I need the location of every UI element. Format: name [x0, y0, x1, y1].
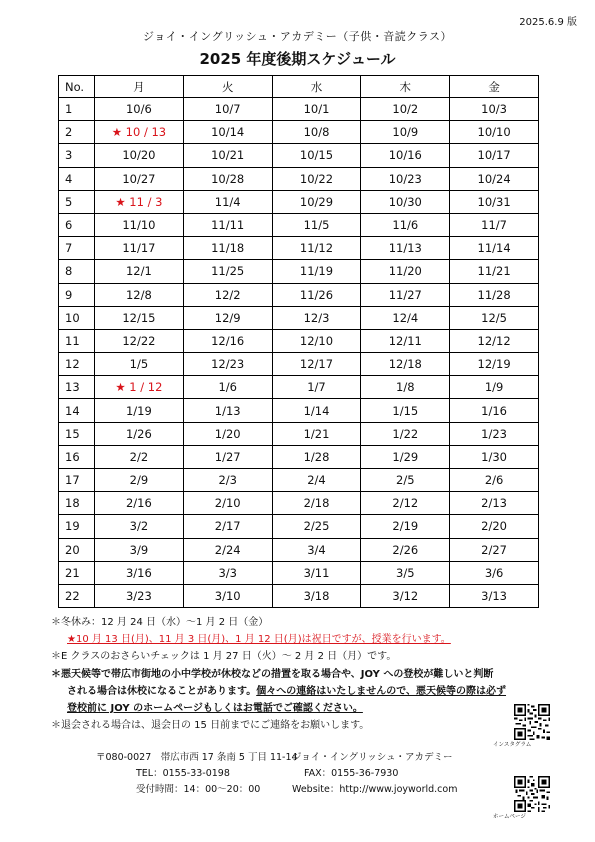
date-cell-tue: 10/28 — [183, 167, 272, 190]
date-cell-wed: 10/15 — [272, 144, 361, 167]
table-row — [59, 376, 539, 399]
date-cell-wed: 1/21 — [272, 422, 361, 445]
instagram-qr-code[interactable] — [514, 704, 550, 740]
date-cell-tue: 1/6 — [183, 376, 272, 399]
footer-website[interactable]: Website：http://www.joyworld.com — [292, 784, 458, 795]
row-number-cell: 7 — [59, 237, 95, 260]
date-cell-thu: 1/22 — [361, 422, 450, 445]
table-header-row — [59, 76, 539, 98]
date-cell-fri: 11/7 — [450, 213, 539, 236]
date-cell-mon: 12/15 — [95, 306, 184, 329]
header-monday: 月 — [95, 76, 184, 98]
date-cell-wed: 2/25 — [272, 515, 361, 538]
date-cell-fri: 2/27 — [450, 538, 539, 561]
row-number-cell: 4 — [59, 167, 95, 190]
row-number-cell: 3 — [59, 144, 95, 167]
date-cell-mon: 2/2 — [95, 445, 184, 468]
table-row — [59, 469, 539, 492]
date-cell-fri: 10/31 — [450, 190, 539, 213]
date-cell-wed: 3/11 — [272, 561, 361, 584]
date-cell-thu: 2/26 — [361, 538, 450, 561]
row-number-cell: 21 — [59, 561, 95, 584]
header-friday: 金 — [450, 76, 539, 98]
date-cell-fri: 12/12 — [450, 329, 539, 352]
date-cell-wed: 11/12 — [272, 237, 361, 260]
row-number-cell: 12 — [59, 353, 95, 376]
date-cell-fri: 11/21 — [450, 260, 539, 283]
homepage-caption: ホームページ — [493, 814, 526, 820]
date-cell-tue: 10/21 — [183, 144, 272, 167]
note-weather-1: ＊悪天候等で帯広市街地の小中学校が休校などの措置を取る場合や、JOY への登校が難しいと判断 — [51, 668, 494, 680]
date-cell-fri: 12/5 — [450, 306, 539, 329]
date-cell-fri: 3/6 — [450, 561, 539, 584]
date-cell-wed: 12/10 — [272, 329, 361, 352]
date-cell-fri: 10/17 — [450, 144, 539, 167]
date-cell-tue: 11/25 — [183, 260, 272, 283]
date-cell-mon: 3/2 — [95, 515, 184, 538]
table-row — [59, 492, 539, 515]
date-cell-fri: 10/3 — [450, 98, 539, 121]
date-cell-thu: 1/8 — [361, 376, 450, 399]
date-cell-tue: 1/27 — [183, 445, 272, 468]
row-number-cell: 10 — [59, 306, 95, 329]
date-cell-tue: 2/3 — [183, 469, 272, 492]
table-row — [59, 515, 539, 538]
table-row — [59, 561, 539, 584]
date-cell-tue: 3/3 — [183, 561, 272, 584]
date-cell-wed: 2/18 — [272, 492, 361, 515]
date-cell-thu: 1/29 — [361, 445, 450, 468]
row-number-cell: 1 — [59, 98, 95, 121]
date-cell-wed: 3/4 — [272, 538, 361, 561]
date-cell-fri: 1/9 — [450, 376, 539, 399]
date-cell-thu: 11/6 — [361, 213, 450, 236]
date-cell-thu: 10/16 — [361, 144, 450, 167]
note-winter-break: ＊冬休み：12 月 24 日（水）～1 月 2 日（金） — [51, 617, 269, 628]
date-cell-wed: 12/3 — [272, 306, 361, 329]
date-cell-thu: 10/9 — [361, 121, 450, 144]
date-cell-tue: 10/7 — [183, 98, 272, 121]
row-number-cell: 14 — [59, 399, 95, 422]
date-cell-mon: 12/22 — [95, 329, 184, 352]
date-cell-tue: 11/11 — [183, 213, 272, 236]
date-cell-mon: 2/16 — [95, 492, 184, 515]
notes-section — [51, 614, 551, 734]
row-number-cell: 20 — [59, 538, 95, 561]
date-cell-fri: 1/30 — [450, 445, 539, 468]
date-cell-mon: 10/27 — [95, 167, 184, 190]
date-cell-wed: 11/26 — [272, 283, 361, 306]
note-weather-3: 登校前に JOY のホームページもしくはお電話でご確認ください。 — [67, 703, 363, 715]
date-cell-wed: 10/1 — [272, 98, 361, 121]
date-cell-mon: 10/20 — [95, 144, 184, 167]
date-cell-thu: 2/12 — [361, 492, 450, 515]
date-cell-mon: 1/26 — [95, 422, 184, 445]
row-number-cell: 15 — [59, 422, 95, 445]
date-cell-fri: 1/16 — [450, 399, 539, 422]
date-cell-thu: 1/15 — [361, 399, 450, 422]
table-row — [59, 167, 539, 190]
date-cell-tue: 11/4 — [183, 190, 272, 213]
date-cell-thu: 11/20 — [361, 260, 450, 283]
date-cell-fri: 2/20 — [450, 515, 539, 538]
footer-row-3 — [96, 782, 457, 798]
school-title: ジョイ・イングリッシュ・アカデミー（子供・音読クラス） — [143, 30, 452, 43]
date-cell-wed: 2/4 — [272, 469, 361, 492]
row-number-cell: 11 — [59, 329, 95, 352]
date-cell-tue: 11/18 — [183, 237, 272, 260]
footer — [96, 750, 457, 798]
schedule-body — [59, 98, 539, 608]
date-cell-mon: 1/5 — [95, 353, 184, 376]
date-cell-tue: 2/10 — [183, 492, 272, 515]
homepage-qr-code[interactable] — [514, 776, 550, 812]
date-cell-mon: 11/17 — [95, 237, 184, 260]
date-cell-mon: 3/23 — [95, 584, 184, 607]
version-label: 2025.6.9 版 — [519, 17, 577, 28]
date-cell-fri: 1/23 — [450, 422, 539, 445]
note-withdrawal: ＊退会される場合は、退会日の 15 日前までにご連絡をお願いします。 — [51, 720, 370, 732]
date-cell-thu: 2/19 — [361, 515, 450, 538]
date-cell-mon: 3/16 — [95, 561, 184, 584]
date-cell-mon: 3/9 — [95, 538, 184, 561]
date-cell-wed: 11/5 — [272, 213, 361, 236]
header-tuesday: 火 — [183, 76, 272, 98]
date-cell-wed: 10/29 — [272, 190, 361, 213]
row-number-cell: 9 — [59, 283, 95, 306]
date-cell-fri: 10/24 — [450, 167, 539, 190]
table-row — [59, 98, 539, 121]
date-cell-thu: 3/5 — [361, 561, 450, 584]
date-cell-thu: 10/30 — [361, 190, 450, 213]
date-cell-wed: 1/7 — [272, 376, 361, 399]
date-cell-tue: 2/24 — [183, 538, 272, 561]
table-row — [59, 213, 539, 236]
date-cell-wed: 10/8 — [272, 121, 361, 144]
date-cell-thu: 12/18 — [361, 353, 450, 376]
note-e-class: ＊E クラスのおさらいチェックは 1 月 27 日（火）～ 2 月 2 日（月）です。 — [51, 651, 397, 663]
date-cell-wed: 10/22 — [272, 167, 361, 190]
date-cell-tue: 12/23 — [183, 353, 272, 376]
date-cell-tue: 12/16 — [183, 329, 272, 352]
page-title: 2025 年度後期スケジュール — [199, 50, 396, 68]
footer-fax: FAX：0155-36-7930 — [304, 768, 399, 779]
instagram-caption: インスタグラム — [493, 742, 532, 748]
date-cell-fri: 12/19 — [450, 353, 539, 376]
table-row — [59, 190, 539, 213]
table-row — [59, 422, 539, 445]
note-weather-2 — [51, 683, 551, 700]
date-cell-tue: 3/10 — [183, 584, 272, 607]
footer-school-name: ジョイ・イングリッシュ・アカデミー — [292, 752, 453, 763]
footer-row-1 — [96, 750, 457, 766]
row-number-cell: 2 — [59, 121, 95, 144]
row-number-cell: 18 — [59, 492, 95, 515]
date-cell-wed: 3/18 — [272, 584, 361, 607]
footer-row-2 — [96, 766, 457, 782]
date-cell-fri: 3/13 — [450, 584, 539, 607]
date-cell-mon: 2/9 — [95, 469, 184, 492]
table-row — [59, 260, 539, 283]
date-cell-wed: 1/14 — [272, 399, 361, 422]
date-cell-mon: 12/8 — [95, 283, 184, 306]
footer-tel: TEL：0155-33-0198 — [136, 768, 230, 779]
table-row — [59, 237, 539, 260]
date-cell-thu: 11/27 — [361, 283, 450, 306]
header-wednesday: 水 — [272, 76, 361, 98]
date-cell-wed: 12/17 — [272, 353, 361, 376]
date-cell-thu: 2/5 — [361, 469, 450, 492]
footer-hours: 受付時間：14：00～20：00 — [136, 784, 261, 795]
row-number-cell: 8 — [59, 260, 95, 283]
table-row — [59, 399, 539, 422]
date-cell-fri: 10/10 — [450, 121, 539, 144]
row-number-cell: 5 — [59, 190, 95, 213]
schedule-table — [58, 75, 539, 608]
date-cell-fri: 11/14 — [450, 237, 539, 260]
date-cell-wed: 1/28 — [272, 445, 361, 468]
row-number-cell: 19 — [59, 515, 95, 538]
date-cell-tue: 12/2 — [183, 283, 272, 306]
date-cell-fri: 2/13 — [450, 492, 539, 515]
date-cell-thu: 11/13 — [361, 237, 450, 260]
date-cell-tue: 10/14 — [183, 121, 272, 144]
table-row — [59, 445, 539, 468]
header-thursday: 木 — [361, 76, 450, 98]
table-row — [59, 584, 539, 607]
header-no: No. — [59, 76, 95, 98]
note-weather-2a: される場合は休校になることがあります。 — [67, 685, 257, 697]
date-cell-mon: ★ 11 / 3 — [95, 190, 184, 213]
row-number-cell: 6 — [59, 213, 95, 236]
row-number-cell: 13 — [59, 376, 95, 399]
note-holiday: ★10 月 13 日(月)、11 月 3 日(月)、1 月 12 日(月)は祝日ですが、授業を行います。 — [67, 634, 451, 646]
table-row — [59, 144, 539, 167]
footer-address: 〒080-0027 帯広市西 17 条南 5 丁目 11-14 — [96, 752, 298, 763]
date-cell-tue: 2/17 — [183, 515, 272, 538]
date-cell-mon: 10/6 — [95, 98, 184, 121]
date-cell-mon: 11/10 — [95, 213, 184, 236]
table-row — [59, 329, 539, 352]
date-cell-mon: ★ 1 / 12 — [95, 376, 184, 399]
date-cell-tue: 1/13 — [183, 399, 272, 422]
date-cell-thu: 12/11 — [361, 329, 450, 352]
date-cell-thu: 10/2 — [361, 98, 450, 121]
date-cell-tue: 1/20 — [183, 422, 272, 445]
date-cell-mon: ★ 10 / 13 — [95, 121, 184, 144]
date-cell-mon: 1/19 — [95, 399, 184, 422]
note-weather-2b: 個々への連絡はいたしませんので、悪天候等の際は必ず — [256, 685, 507, 697]
date-cell-thu: 10/23 — [361, 167, 450, 190]
row-number-cell: 22 — [59, 584, 95, 607]
date-cell-thu: 12/4 — [361, 306, 450, 329]
date-cell-tue: 12/9 — [183, 306, 272, 329]
date-cell-mon: 12/1 — [95, 260, 184, 283]
date-cell-fri: 2/6 — [450, 469, 539, 492]
date-cell-thu: 3/12 — [361, 584, 450, 607]
row-number-cell: 17 — [59, 469, 95, 492]
date-cell-fri: 11/28 — [450, 283, 539, 306]
table-row — [59, 121, 539, 144]
table-row — [59, 306, 539, 329]
table-row — [59, 283, 539, 306]
row-number-cell: 16 — [59, 445, 95, 468]
table-row — [59, 353, 539, 376]
date-cell-wed: 11/19 — [272, 260, 361, 283]
table-row — [59, 538, 539, 561]
